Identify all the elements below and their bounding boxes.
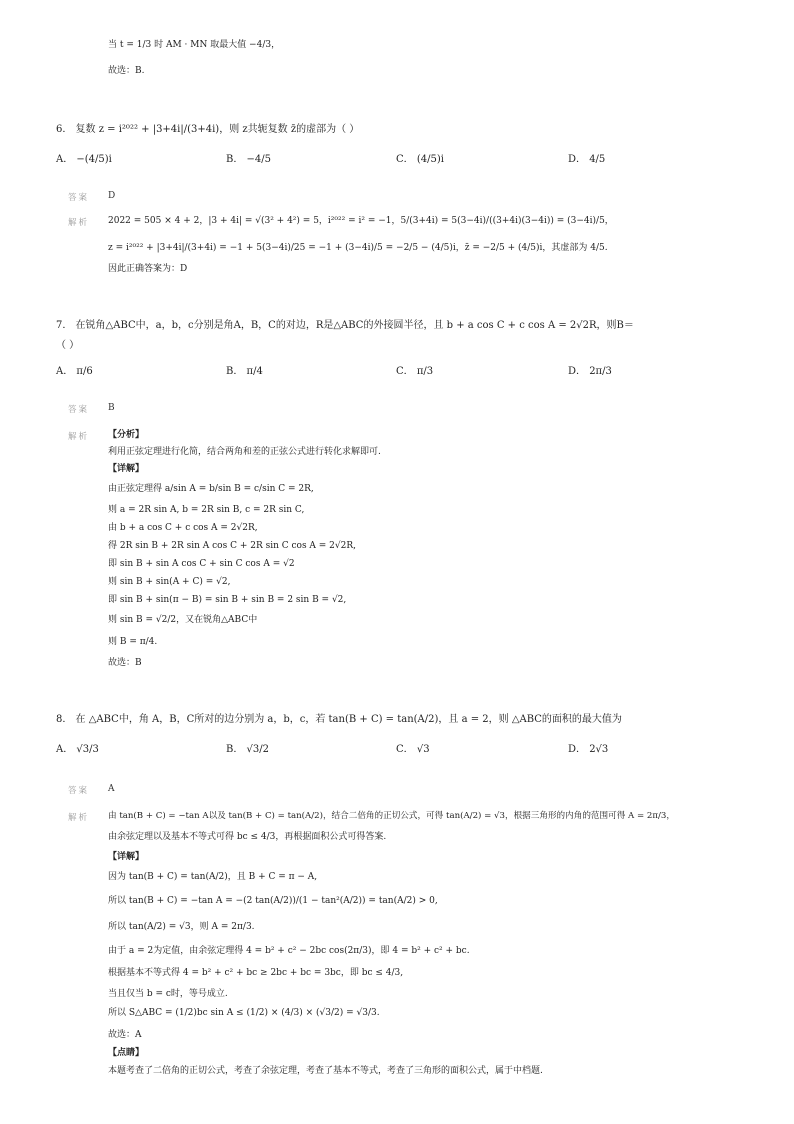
q8-analysis-line: 根据基本不等式得 4 = b² + c² + bc ≥ 2bc + bc = 3bc，即 bc ≤ 4/3, [108, 968, 404, 978]
q8-analysis-line: 【详解】 [108, 852, 145, 862]
q7-analysis-line: 则 sin B = √2/2，又在锐角△ABC中 [108, 615, 258, 625]
q8-stem: 8． 在 △ABC中，角 A，B，C所对的边分别为 a，b，c，若 tan(B + C) = tan(A/2)，且 a = 2，则 △ABC的面积的最大值为 [56, 714, 622, 725]
q6-analysis-label: 解析 [68, 218, 90, 228]
q6-analysis-line: z = i²⁰²² + |3+4i|/(3+4i) = −1 + 5(3−4i)/25 = −1 + (3−4i)/5 = −2/5 − (4/5)i，z̄ = −2/5 + (4/5)i，其虚部为 4/5. [108, 243, 608, 253]
q6-answer-label: 答案 [68, 193, 90, 203]
q7-analysis-line: 即 sin B + sin(π − B) = sin B + sin B = 2 sin B = √2, [108, 595, 347, 605]
q7-analysis-line: 【详解】 [108, 464, 145, 474]
q8-analysis-line: 所以 tan(B + C) = −tan A = −(2 tan(A/2))/(1 − tan²(A/2)) = tan(A/2) > 0, [108, 896, 438, 906]
q7-stem-2: （ ） [56, 340, 80, 351]
q7-analysis-line: 利用正弦定理进行化简，结合两角和差的正弦公式进行转化求解即可. [108, 447, 381, 457]
q7-option-c: C． π/3 [396, 366, 434, 377]
q7-analysis-line: 【分析】 [108, 430, 145, 440]
q6-answer: D [108, 191, 116, 201]
q8-analysis-label: 解析 [68, 813, 90, 823]
q8-option-d: D． 2√3 [568, 744, 609, 755]
q7-analysis-line: 则 a = 2R sin A, b = 2R sin B, c = 2R sin C, [108, 505, 305, 515]
q6-option-a: A． −(4/5)i [56, 154, 112, 165]
q8-option-a: A． √3/3 [56, 744, 99, 755]
q6-option-b: B． −4/5 [226, 154, 271, 165]
q7-analysis-label: 解析 [68, 432, 90, 442]
q7-analysis-line: 则 sin B + sin(A + C) = √2, [108, 577, 231, 587]
q8-option-c: C． √3 [396, 744, 430, 755]
q7-option-b: B． π/4 [226, 366, 263, 377]
q7-analysis-line: 则 B = π/4. [108, 637, 158, 647]
q6-option-c: C． (4/5)i [396, 154, 444, 165]
q7-answer-label: 答案 [68, 405, 90, 415]
q6-analysis-line: 2022 = 505 × 4 + 2，|3 + 4i| = √(3² + 4²) = 5，i²⁰²² = i² = −1，5/(3+4i) = 5(3−4i)/((3+4i)(3−4i)) = (3−4i)/5， [108, 216, 614, 226]
q7-analysis-line: 由正弦定理得 a/sin A = b/sin B = c/sin C = 2R, [108, 484, 314, 494]
q8-answer-label: 答案 [68, 786, 90, 796]
q5-tail-line2: 故选：B. [108, 66, 145, 76]
q7-analysis-line: 即 sin B + sin A cos C + sin C cos A = √2 [108, 559, 295, 569]
q7-analysis-line: 故选：B [108, 658, 142, 668]
q8-analysis-line: 本题考查了二倍角的正切公式，考查了余弦定理，考查了基本不等式，考查了三角形的面积公式，属于中档题. [108, 1066, 543, 1076]
q8-analysis-line: 由余弦定理以及基本不等式可得 bc ≤ 4/3，再根据面积公式可得答案. [108, 832, 387, 842]
q7-option-a: A． π/6 [56, 366, 93, 377]
q8-analysis-line: 由 tan(B + C) = −tan A以及 tan(B + C) = tan(A/2)，结合二倍角的正切公式，可得 tan(A/2) = √3，根据三角形的内角的范围可得 A = 2π/3， [108, 811, 675, 821]
q7-analysis-line: 由 b + a cos C + c cos A = 2√2R, [108, 523, 258, 533]
q8-analysis-line: 【点睛】 [108, 1048, 145, 1058]
q7-option-d: D． 2π/3 [568, 366, 612, 377]
q8-option-b: B． √3/2 [226, 744, 269, 755]
q8-analysis-line: 因为 tan(B + C) = tan(A/2)，且 B + C = π − A, [108, 872, 318, 882]
q7-analysis-line: 得 2R sin B + 2R sin A cos C + 2R sin C cos A = 2√2R, [108, 541, 357, 551]
q8-analysis-line: 所以 tan(A/2) = √3，则 A = 2π/3. [108, 922, 255, 932]
q7-answer: B [108, 403, 115, 413]
q6-option-d: D． 4/5 [568, 154, 606, 165]
q8-analysis-line: 由于 a = 2为定值，由余弦定理得 4 = b² + c² − 2bc cos(2π/3)，即 4 = b² + c² + bc. [108, 946, 470, 956]
q5-tail-line1: 当 t = 1/3 时 AM · MN 取最大值 −4/3， [108, 40, 281, 50]
q8-analysis-line: 当且仅当 b = c时，等号成立. [108, 989, 228, 999]
q8-answer: A [108, 784, 115, 794]
q8-analysis-line: 所以 S△ABC = (1/2)bc sin A ≤ (1/2) × (4/3) × (√3/2) = √3/3. [108, 1008, 380, 1018]
q8-analysis-line: 故选：A [108, 1030, 142, 1040]
q6-analysis-line: 因此正确答案为：D [108, 264, 188, 274]
q7-stem: 7． 在锐角△ABC中，a，b，c分别是角A，B，C的对边，R是△ABC的外接圆半径，且 b + a cos C + c cos A = 2√2R，则B＝ [56, 320, 634, 331]
q6-stem: 6． 复数 z = i²⁰²² + |3+4i|/(3+4i)，则 z共轭复数 z̄的虚部为（ ） [56, 124, 360, 135]
